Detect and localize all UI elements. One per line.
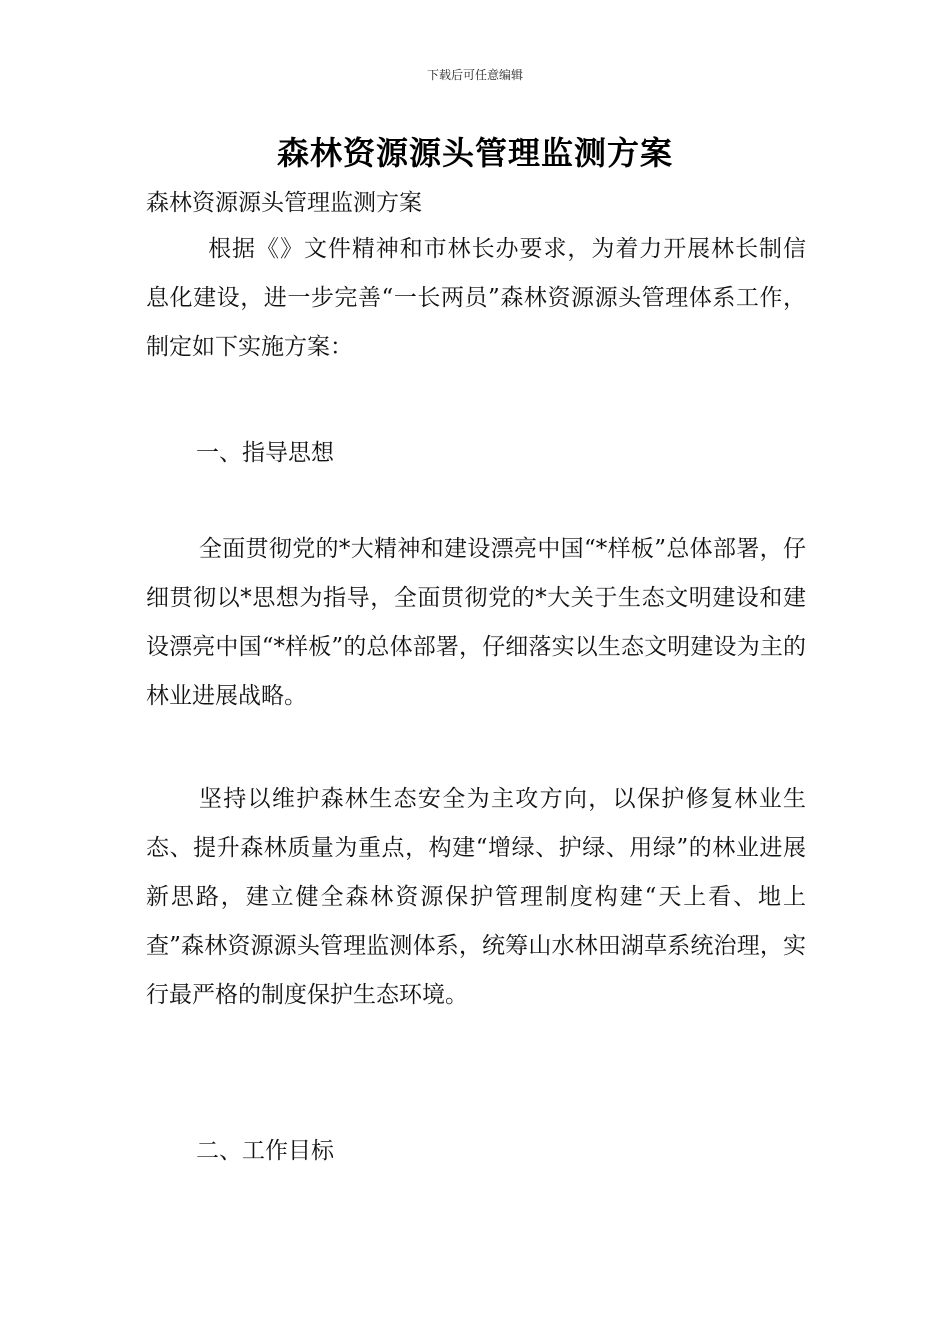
header-note: 下载后可任意编辑	[426, 68, 523, 82]
intro-paragraph: 根据《》文件精神和市林长办要求，为着力开展林长制信息化建设，进一步完善“一长两员”森林资源源头管理体系工作，制定如下实施方案：	[146, 236, 806, 360]
document-subtitle: 森林资源源头管理监测方案	[146, 190, 422, 216]
section1-paragraph-1: 全面贯彻党的*大精神和建设漂亮中国“*样板”总体部署，仔细贯彻以*思想为指导，全面贯彻党的*大关于生态文明建设和建设漂亮中国“*样板”的总体部署，仔细落实以生态文明建设为主的林业进展战略。	[146, 536, 806, 709]
section1-paragraph-2: 坚持以维护森林生态安全为主攻方向，以保护修复林业生态、提升森林质量为重点，构建“增绿、护绿、用绿”的林业进展新思路，建立健全森林资源保护管理制度构建“天上看、地上查”森林资源源头管理监测体系，统筹山水林田湖草系统治理，实行最严格的制度保护生态环境。	[146, 786, 806, 1008]
document-title: 森林资源源头管理监测方案	[276, 134, 673, 172]
section-heading-2: 二、工作目标	[196, 1138, 334, 1164]
section-heading-1: 一、指导思想	[196, 440, 334, 466]
